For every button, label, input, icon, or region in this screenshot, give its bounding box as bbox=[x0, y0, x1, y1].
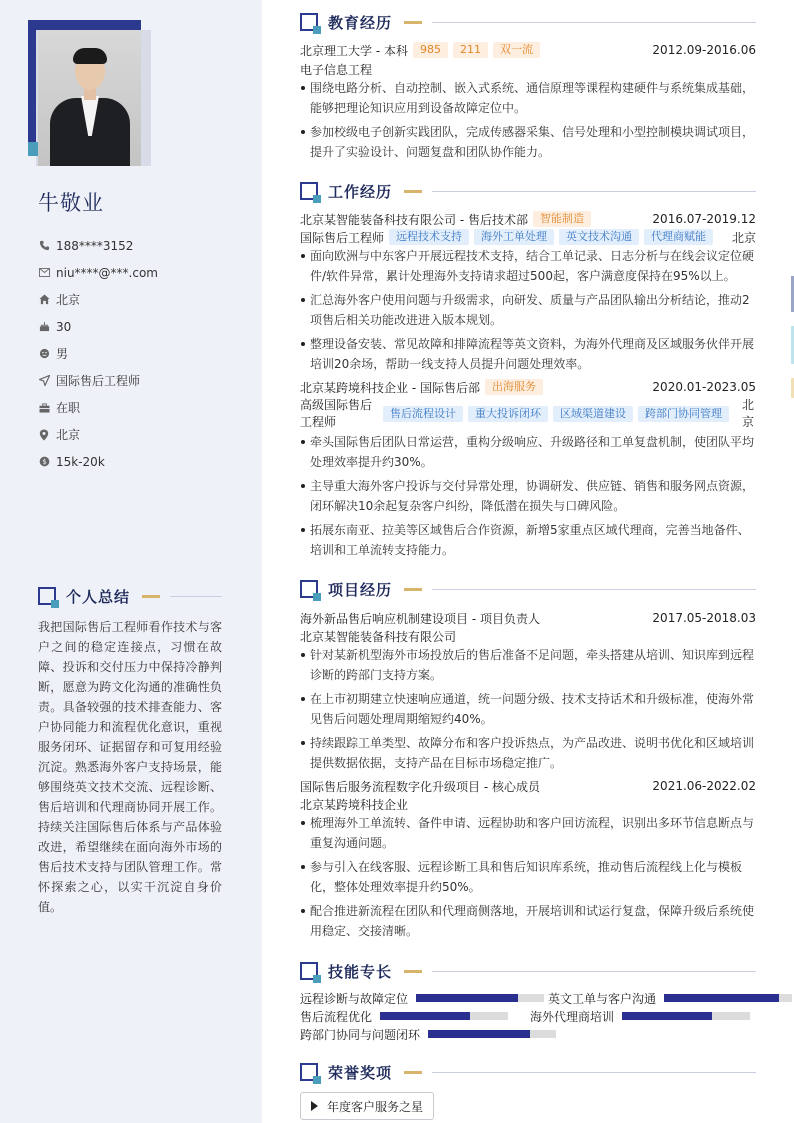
section-rule bbox=[432, 971, 756, 972]
job-company: 北京某跨境科技企业 - 国际售后部 bbox=[300, 380, 480, 395]
skill-item bbox=[300, 1008, 508, 1024]
info-text: 30 bbox=[56, 319, 72, 334]
skill-level-bar bbox=[664, 994, 792, 1002]
gold-divider bbox=[404, 190, 422, 193]
skill-name: 售后流程优化 bbox=[300, 1009, 373, 1024]
job-city: 北京 bbox=[742, 398, 755, 429]
info-age bbox=[38, 313, 158, 340]
school-name: 北京理工大学 - 本科 bbox=[300, 43, 408, 58]
contact-info-list bbox=[38, 232, 158, 475]
list-item: 主导重大海外客户投诉与交付异常处理，协调研发、供应链、销售和服务网点资源，闭环解决10余起复杂客户纠纷，降低潜在损失与口碑风险。 bbox=[300, 476, 756, 516]
list-item: 汇总海外客户使用问题与升级需求，向研发、质量与产品团队输出分析结论，推动2项售后相关功能改进进入版本规划。 bbox=[300, 290, 756, 330]
section-title: 个人总结 bbox=[66, 587, 131, 606]
info-phone bbox=[38, 232, 158, 259]
skill-level-fill bbox=[416, 994, 518, 1002]
home-icon bbox=[38, 294, 50, 306]
info-text: 北京 bbox=[56, 428, 81, 442]
section-rule bbox=[432, 589, 756, 590]
work-heading bbox=[300, 181, 756, 201]
skill-tag: 代理商赋能 bbox=[644, 229, 713, 245]
education-major: 电子信息工程 bbox=[300, 63, 373, 77]
skill-tag: 区域渠道建设 bbox=[553, 406, 633, 422]
info-text: 188****3152 bbox=[56, 238, 134, 253]
section-rule bbox=[432, 1072, 756, 1073]
skill-level-fill bbox=[428, 1030, 530, 1038]
education-entry-header bbox=[300, 41, 756, 59]
job-header bbox=[300, 378, 756, 396]
project-org: 北京某跨境科技企业 bbox=[300, 798, 409, 812]
gold-divider bbox=[142, 595, 160, 598]
job-period: 2020.01-2023.05 bbox=[652, 380, 756, 394]
job-period: 2016.07-2019.12 bbox=[652, 212, 756, 226]
play-triangle-icon bbox=[311, 1101, 318, 1111]
education-heading bbox=[300, 12, 756, 32]
job-bullets bbox=[300, 432, 756, 564]
school-tag: 211 bbox=[453, 42, 488, 58]
award-badge bbox=[300, 1092, 434, 1120]
job-company: 北京某智能装备科技有限公司 - 售后技术部 bbox=[300, 212, 528, 227]
info-status bbox=[38, 394, 158, 421]
skill-item bbox=[548, 990, 792, 1006]
skill-level-bar bbox=[416, 994, 544, 1002]
list-item: 面向欧洲与中东客户开展远程技术支持，结合工单记录、日志分析与在线会议定位硬件/软件异常，累计处理海外支持请求超过500起，客户满意度保持在95%以上。 bbox=[300, 246, 756, 286]
info-position bbox=[38, 367, 158, 394]
sidebar bbox=[0, 0, 262, 1123]
gender-icon bbox=[38, 348, 50, 360]
info-location bbox=[38, 421, 158, 448]
mail-icon bbox=[38, 267, 50, 279]
project-org: 北京某智能装备科技有限公司 bbox=[300, 630, 457, 644]
project-header bbox=[300, 609, 756, 627]
list-item: 配合推进新流程在团队和代理商侧落地，开展培训和试运行复盘，保障升级后系统使用稳定、交接清晰。 bbox=[300, 901, 756, 941]
section-rule bbox=[432, 22, 756, 23]
info-text: 国际售后工程师 bbox=[56, 374, 141, 388]
location-pin-icon bbox=[38, 429, 50, 441]
summary-text: 我把国际售后工程师看作技术与客户之间的稳定连接点，习惯在故障、投诉和交付压力中保持冷静判断，愿意为跨文化沟通的准确性负责。具备较强的技术排查能力、客户协同能力和流程优化意识，重视服务闭环、证据留存和可复用经验沉淀。熟悉海外客户支持场景，能够围绕英文技术交流、远程诊断、售后培训和代理商协同开展工作。持续关注国际售后体系与产品体验改进，希望继续在面向海外市场的售后技术支持与团队管理工作。常怀探索之心，以实干沉淀自身价值。 bbox=[38, 620, 222, 914]
project-bullets bbox=[300, 813, 756, 945]
project-header bbox=[300, 777, 756, 795]
list-item: 在上市初期建立快速响应通道，统一问题分级、技术支持话术和升级标准，使海外常见售后问题处理周期缩短约40%。 bbox=[300, 689, 756, 729]
education-period: 2012.09-2016.06 bbox=[652, 43, 756, 57]
project-name: 海外新品售后响应机制建设项目 - 项目负责人 bbox=[300, 611, 540, 626]
list-item: 参加校级电子创新实践团队，完成传感器采集、信号处理和小型控制模块调试项目，提升了实验设计、问题复盘和团队协作能力。 bbox=[300, 122, 756, 162]
education-bullets bbox=[300, 78, 756, 166]
job-header bbox=[300, 210, 756, 228]
school-tag: 双一流 bbox=[493, 42, 540, 58]
section-title: 荣誉奖项 bbox=[328, 1063, 393, 1082]
info-gender bbox=[38, 340, 158, 367]
section-title: 技能专长 bbox=[328, 962, 393, 981]
job-role-row bbox=[300, 397, 756, 431]
skill-tag: 远程技术支持 bbox=[389, 229, 469, 245]
list-item: 参与引入在线客服、远程诊断工具和售后知识库系统，推动售后流程线上化与模板化，整体处理效率提升约50%。 bbox=[300, 857, 756, 897]
info-text: 北京 bbox=[56, 293, 81, 307]
skill-level-bar bbox=[380, 1012, 508, 1020]
info-text: 15k-20k bbox=[56, 454, 105, 469]
skill-name: 海外代理商培训 bbox=[530, 1009, 615, 1024]
list-item: 整理设备安装、常见故障和排障流程等英文资料，为海外代理商及区域服务伙伴开展培训20余场，帮助一线支持人员提升问题处理效率。 bbox=[300, 334, 756, 374]
section-title: 教育经历 bbox=[328, 13, 393, 32]
industry-tag: 出海服务 bbox=[485, 379, 543, 395]
projects-heading bbox=[300, 579, 756, 599]
skill-item bbox=[300, 990, 544, 1006]
list-item: 牵头国际售后团队日常运营，重构分级响应、升级路径和工单复盘机制，使团队平均处理效率提升约30%。 bbox=[300, 432, 756, 472]
skill-level-bar bbox=[428, 1030, 556, 1038]
gold-divider bbox=[404, 21, 422, 24]
skill-item bbox=[300, 1026, 556, 1042]
project-bullets bbox=[300, 645, 756, 777]
job-city: 北京 bbox=[731, 230, 756, 245]
avatar bbox=[28, 20, 152, 166]
info-home bbox=[38, 286, 158, 313]
project-period: 2021.06-2022.02 bbox=[652, 779, 756, 793]
profile-photo bbox=[38, 30, 141, 166]
svg-text:$: $ bbox=[41, 457, 47, 466]
skill-level-fill bbox=[664, 994, 779, 1002]
list-item: 围绕电路分析、自动控制、嵌入式系统、通信原理等课程构建硬件与系统集成基础，能够把理论知识应用到设备故障定位中。 bbox=[300, 78, 756, 118]
project-name: 国际售后服务流程数字化升级项目 - 核心成员 bbox=[300, 779, 540, 794]
skill-level-fill bbox=[380, 1012, 470, 1020]
job-role: 高级国际售后工程师 bbox=[300, 398, 373, 429]
skill-tag: 英文技术沟通 bbox=[559, 229, 639, 245]
info-email bbox=[38, 259, 158, 286]
cake-icon bbox=[38, 321, 50, 333]
info-salary bbox=[38, 448, 158, 475]
section-square-icon bbox=[300, 13, 318, 31]
list-item: 梳理海外工单流转、备件申请、远程协助和客户回访流程，识别出多环节信息断点与重复沟通问题。 bbox=[300, 813, 756, 853]
profile-name: 牛敬业 bbox=[38, 191, 104, 215]
industry-tag: 智能制造 bbox=[533, 211, 591, 227]
skill-name: 远程诊断与故障定位 bbox=[300, 991, 409, 1006]
section-rule bbox=[170, 596, 222, 597]
send-icon bbox=[38, 375, 50, 387]
skill-name: 跨部门协同与问题闭环 bbox=[300, 1027, 421, 1042]
list-item: 针对某新机型海外市场投放后的售后准备不足问题，牵头搭建从培训、知识库到远程诊断的跨部门支持方案。 bbox=[300, 645, 756, 685]
skill-tag: 跨部门协同管理 bbox=[638, 406, 729, 422]
info-text: 在职 bbox=[56, 401, 81, 415]
skill-tag: 售后流程设计 bbox=[383, 406, 463, 422]
salary-icon bbox=[38, 456, 50, 468]
job-bullets bbox=[300, 246, 756, 378]
skill-level-bar bbox=[622, 1012, 750, 1020]
section-square-icon bbox=[38, 587, 56, 605]
skills-heading bbox=[300, 961, 756, 981]
list-item: 拓展东南亚、拉美等区域售后合作资源，新增5家重点区域代理商，完善当地备件、培训和工单流转支持能力。 bbox=[300, 520, 756, 560]
awards-heading bbox=[300, 1062, 756, 1082]
gold-divider bbox=[404, 970, 422, 973]
job-role-row bbox=[300, 228, 756, 246]
skill-level-fill bbox=[622, 1012, 712, 1020]
phone-icon bbox=[38, 240, 50, 252]
list-item: 持续跟踪工单类型、故障分布和客户投诉热点，为产品改进、说明书优化和区域培训提供数据依据，支持产品在目标市场稳定推广。 bbox=[300, 733, 756, 773]
section-square-icon bbox=[300, 182, 318, 200]
project-period: 2017.05-2018.03 bbox=[652, 611, 756, 625]
gold-divider bbox=[404, 1071, 422, 1074]
section-title: 工作经历 bbox=[328, 182, 393, 201]
section-rule bbox=[432, 191, 756, 192]
section-square-icon bbox=[300, 580, 318, 598]
skill-item bbox=[530, 1008, 750, 1024]
award-name: 年度客户服务之星 bbox=[327, 1099, 424, 1114]
section-square-icon bbox=[300, 962, 318, 980]
section-title: 项目经历 bbox=[328, 580, 393, 599]
job-role: 国际售后工程师 bbox=[300, 230, 385, 245]
section-square-icon bbox=[300, 1063, 318, 1081]
skill-tag: 重大投诉闭环 bbox=[468, 406, 548, 422]
skill-tag: 海外工单处理 bbox=[474, 229, 554, 245]
school-tag: 985 bbox=[413, 42, 448, 58]
skill-name: 英文工单与客户沟通 bbox=[548, 991, 657, 1006]
briefcase-icon bbox=[38, 402, 50, 414]
gold-divider bbox=[404, 588, 422, 591]
info-text: 男 bbox=[56, 347, 69, 361]
info-text: niu****@***.com bbox=[56, 265, 158, 280]
summary-heading bbox=[38, 586, 222, 606]
